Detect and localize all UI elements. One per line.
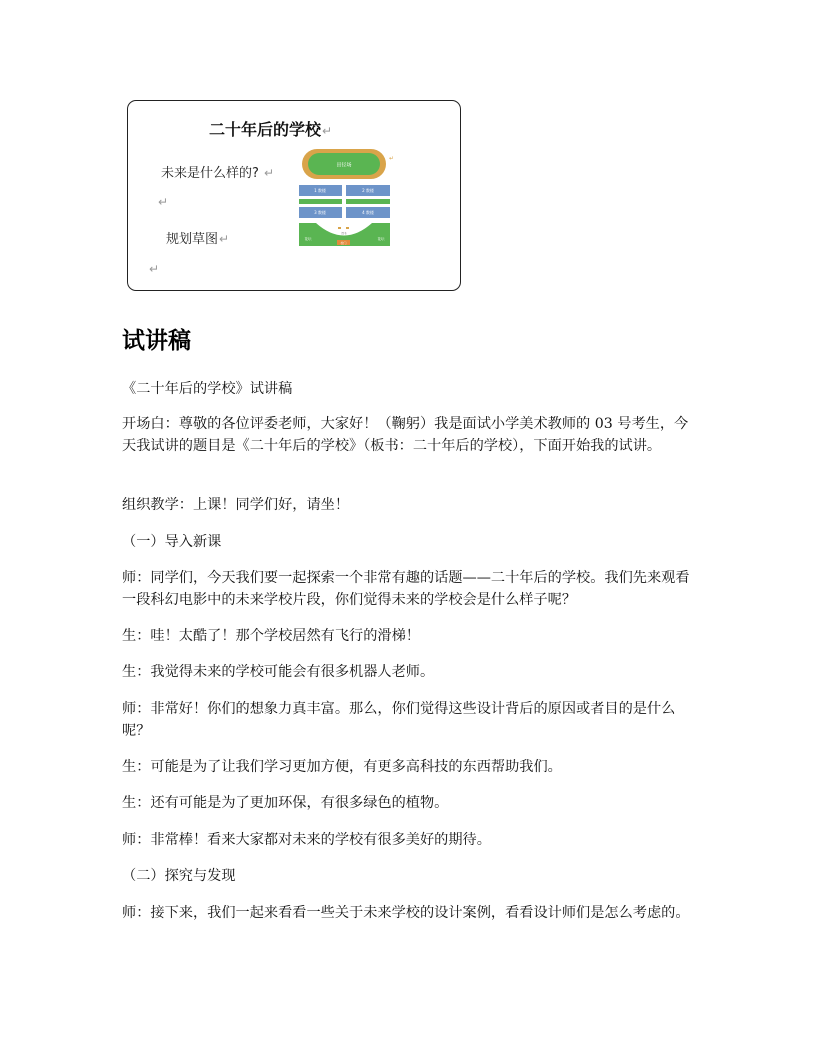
green-strip-right <box>346 199 390 204</box>
paragraph-mark-icon: ↵ <box>158 195 169 209</box>
plaza-marker <box>338 227 341 229</box>
paragraph-dialogue: 生：还有可能是为了更加环保，有很多绿色的植物。 <box>122 795 449 811</box>
paragraph-dialogue: 生：我觉得未来的学校可能会有很多机器人老师。 <box>122 664 435 680</box>
block-4-label: 4 教楼 <box>362 210 374 215</box>
paragraph-dialogue: 生：可能是为了让我们学习更加方便，有更多高科技的东西帮助我们。 <box>122 759 562 775</box>
paragraph-dialogue: 师：同学们，今天我们要一起探索一个非常有趣的话题——二十年后的学校。我们先来观看一段科幻电影中的未来学校片段，你们觉得未来的学校会是什么样子呢？ <box>122 570 690 608</box>
blackboard-image <box>127 100 461 291</box>
block-2-label: 2 教楼 <box>362 188 374 193</box>
gate-label: 校门 <box>340 241 347 245</box>
paragraph-dialogue: 师：非常棒！看来大家都对未来的学校有很多美好的期待。 <box>122 832 491 848</box>
paragraph-mark-icon: ↵ <box>219 232 230 246</box>
left-field-label: 花坛 <box>304 237 312 241</box>
paragraph-mark-icon: ↵ <box>322 124 333 138</box>
paragraph-mark-icon: ↵ <box>389 155 395 162</box>
board-title: 二十年后的学校↵ <box>209 120 333 139</box>
document-heading: 试讲稿 <box>122 328 191 354</box>
board-sketch-label: 规划草图↵ <box>166 232 230 247</box>
school-plan-sketch <box>298 148 398 248</box>
paragraph-organize: 组织教学：上课！同学们好，请坐！ <box>122 497 350 513</box>
block-1-label: 1 教楼 <box>314 188 326 193</box>
paragraph-dialogue: 师：接下来，我们一起来看看一些关于未来学校的设计案例，看看设计师们是怎么考虑的。 <box>122 905 690 921</box>
right-field-label: 花坛 <box>377 237 385 241</box>
green-strip-left <box>299 199 342 204</box>
center-label: 图书 <box>341 232 347 235</box>
paragraph-dialogue: 生：哇！太酷了！那个学校居然有飞行的滑梯！ <box>122 628 420 644</box>
section-heading-intro: （一）导入新课 <box>122 534 222 550</box>
paragraph-mark-icon: ↵ <box>149 262 160 276</box>
section-heading-explore: （二）探究与发现 <box>122 868 236 884</box>
paragraph-title: 《二十年后的学校》试讲稿 <box>122 381 293 397</box>
plaza-marker <box>346 227 349 229</box>
paragraph-opening: 开场白：尊敬的各位评委老师，大家好！（鞠躬）我是面试小学美术教师的 03 号考生，今天我试讲的题目是《二十年后的学校》（板书：二十年后的学校），下面开始我的试讲。 <box>122 416 689 454</box>
board-question: 未来是什么样的? ↵ <box>161 166 275 181</box>
block-3-label: 3 教楼 <box>314 210 326 215</box>
paragraph-mark-icon: ↵ <box>264 166 275 180</box>
track-label: 田径场 <box>336 162 352 169</box>
paragraph-dialogue: 师：非常好！你们的想象力真丰富。那么，你们觉得这些设计背后的原因或者目的是什么呢？ <box>122 701 676 739</box>
